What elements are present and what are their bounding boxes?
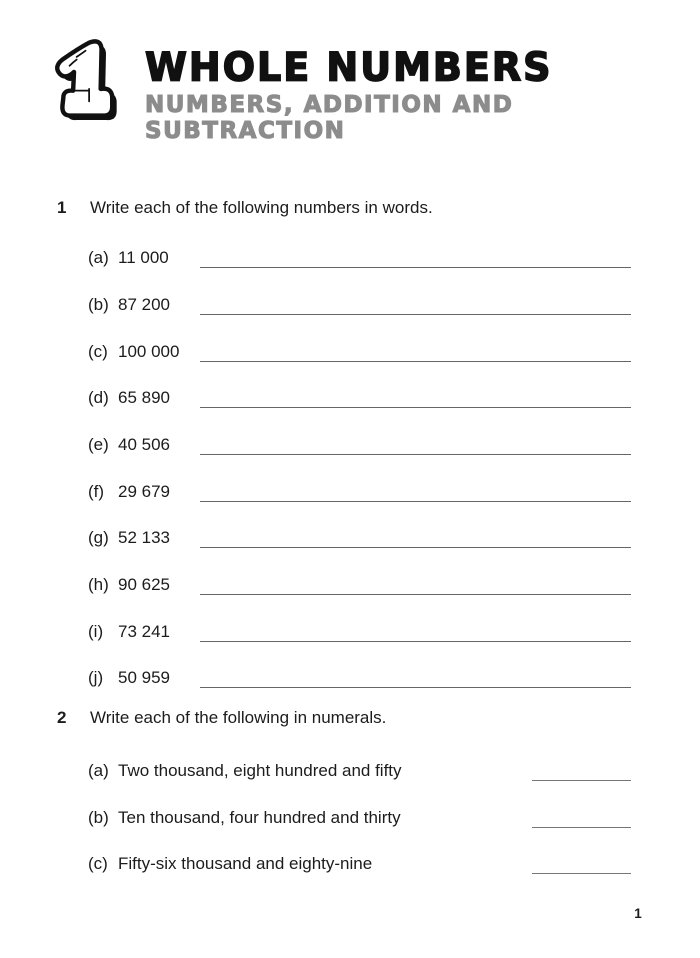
answer-line bbox=[200, 314, 631, 315]
item-number: 11 000 bbox=[118, 248, 169, 267]
chapter-subtitle-line1: NUMBERS, ADDITION AND bbox=[145, 92, 514, 118]
answer-line bbox=[532, 780, 631, 781]
question2-item-b bbox=[88, 805, 631, 831]
question2-item-a bbox=[88, 758, 631, 784]
answer-line bbox=[200, 687, 631, 688]
item-label: (f) bbox=[88, 482, 105, 501]
item-label: (c) bbox=[88, 342, 108, 361]
question1-item-i bbox=[88, 619, 631, 645]
answer-line bbox=[200, 641, 631, 642]
chapter-title: WHOLE NUMBERS bbox=[145, 44, 553, 90]
item-label: (b) bbox=[88, 295, 109, 314]
item-label: (h) bbox=[88, 575, 109, 594]
question-number: 1 bbox=[57, 198, 67, 217]
item-number: 29 679 bbox=[118, 482, 170, 501]
item-words: Ten thousand, four hundred and thirty bbox=[118, 808, 401, 827]
item-words: Fifty-six thousand and eighty-nine bbox=[118, 854, 373, 873]
question1-item-a bbox=[88, 245, 631, 271]
page-number: 1 bbox=[634, 906, 642, 921]
answer-line bbox=[200, 594, 631, 595]
item-label: (i) bbox=[88, 622, 104, 641]
item-label: (e) bbox=[88, 435, 109, 454]
answer-line bbox=[200, 407, 631, 408]
item-label: (c) bbox=[88, 854, 108, 873]
question1-item-d bbox=[88, 385, 631, 411]
chapter-subtitle-line2: SUBTRACTION bbox=[145, 118, 346, 144]
question-number: 2 bbox=[57, 708, 67, 727]
question-text: Write each of the following numbers in words. bbox=[90, 198, 433, 217]
question2-item-c bbox=[88, 851, 631, 877]
question-text: Write each of the following in numerals. bbox=[90, 708, 387, 727]
chapter-number-icon bbox=[50, 32, 130, 128]
item-number: 65 890 bbox=[118, 388, 170, 407]
item-words: Two thousand, eight hundred and fifty bbox=[118, 761, 402, 780]
item-label: (b) bbox=[88, 808, 109, 827]
answer-line bbox=[200, 501, 631, 502]
item-number: 90 625 bbox=[118, 575, 170, 594]
question-1-prompt bbox=[57, 195, 657, 221]
chapter-title-block bbox=[145, 44, 665, 144]
item-number: 87 200 bbox=[118, 295, 170, 314]
item-number: 40 506 bbox=[118, 435, 170, 454]
question1-item-e bbox=[88, 432, 631, 458]
question-2-prompt bbox=[57, 705, 657, 731]
question1-item-b bbox=[88, 292, 631, 318]
item-label: (a) bbox=[88, 761, 109, 780]
item-label: (g) bbox=[88, 528, 109, 547]
answer-line bbox=[200, 454, 631, 455]
item-number: 52 133 bbox=[118, 528, 170, 547]
item-number: 73 241 bbox=[118, 622, 170, 641]
item-label: (d) bbox=[88, 388, 109, 407]
question1-item-j bbox=[88, 665, 631, 691]
item-number: 50 959 bbox=[118, 668, 170, 687]
item-number: 100 000 bbox=[118, 342, 180, 361]
item-label: (a) bbox=[88, 248, 109, 267]
answer-line bbox=[200, 267, 631, 268]
question1-item-g bbox=[88, 525, 631, 551]
question1-item-h bbox=[88, 572, 631, 598]
answer-line bbox=[532, 873, 631, 874]
answer-line bbox=[200, 547, 631, 548]
item-label: (j) bbox=[88, 668, 104, 687]
question1-item-c bbox=[88, 339, 631, 365]
question1-item-f bbox=[88, 479, 631, 505]
answer-line bbox=[200, 361, 631, 362]
answer-line bbox=[532, 827, 631, 828]
